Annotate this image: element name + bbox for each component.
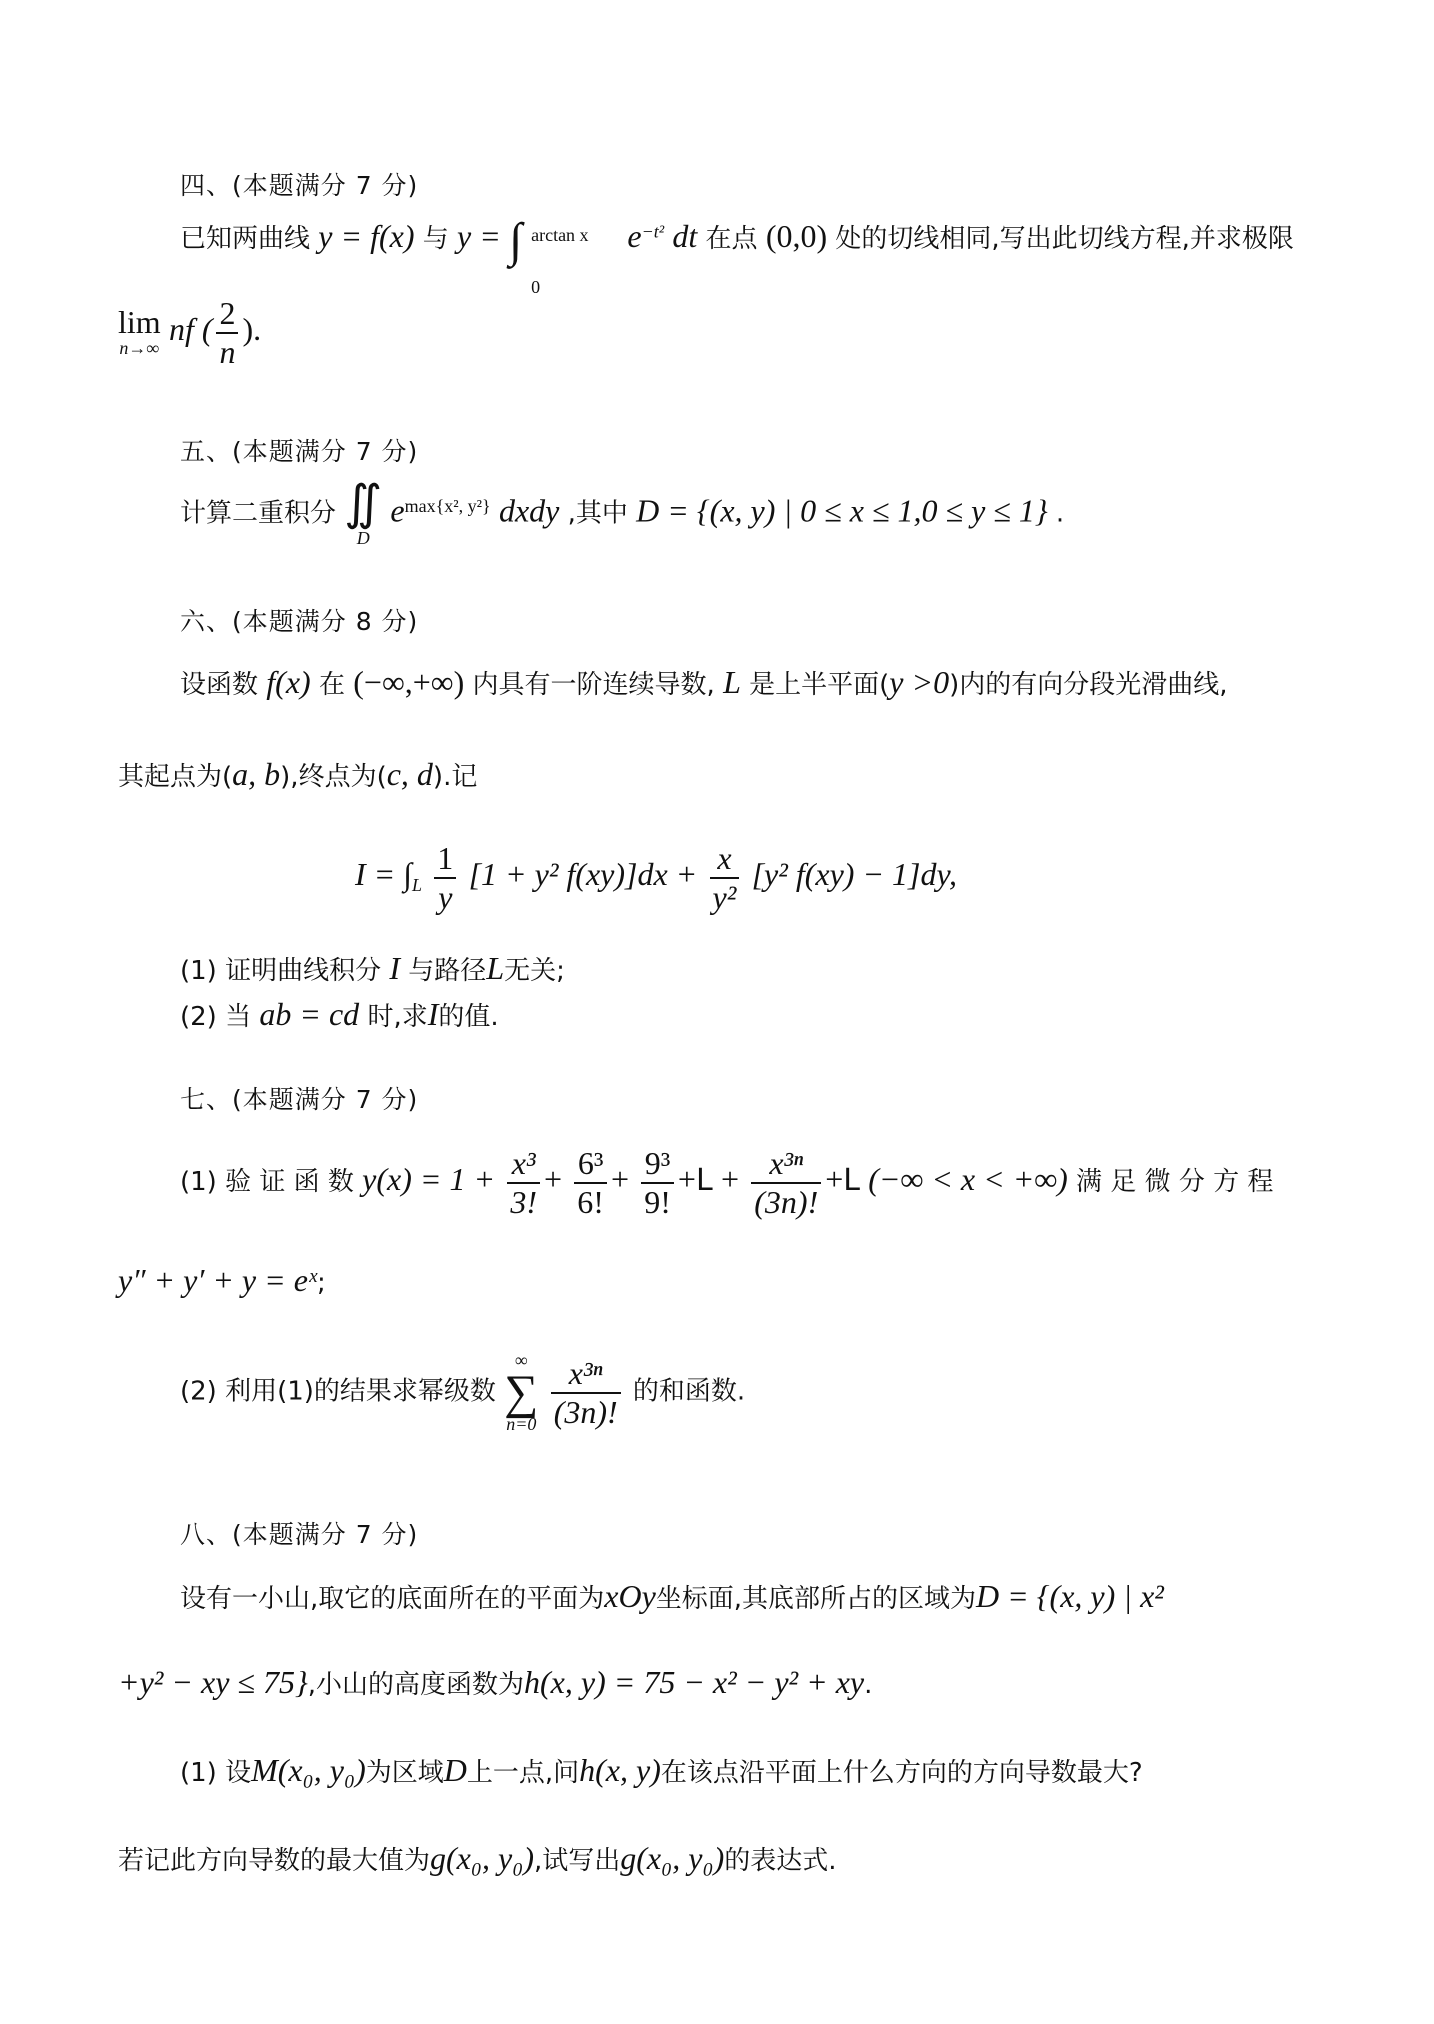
q8-part1-cont: 若记此方向导数的最大值为g(x₀, y₀),试写出g(x₀, y₀)的表达式. [118, 1840, 837, 1876]
q7-ode: y″ + y′ + y = eˣ; [118, 1262, 326, 1298]
q6-part2: (2) 当 ab = cd 时,求I的值. [180, 996, 499, 1032]
q6-statement: 设函数 f(x) 在 (−∞,+∞) 内具有一阶连续导数, L 是上半平面(y >0)内的有向分段光滑曲线, [180, 664, 1228, 700]
q5-heading: 五、(本题满分 7 分) [180, 437, 419, 466]
q7-heading: 七、(本题满分 7 分) [180, 1085, 419, 1114]
q8-statement: 设有一小山,取它的底面所在的平面为xOy坐标面,其底部所占的区域为D = {(x, y) | x² [180, 1578, 1164, 1614]
q8-height: +y² − xy ≤ 75},小山的高度函数为h(x, y) = 75 − x² − y² + xy. [118, 1664, 873, 1700]
q4-heading: 四、(本题满分 7 分) [180, 171, 419, 200]
q5-statement: 计算二重积分 ∬ D $e^{max\{x^2, y^2\}}$ dxdy ,其中 D = {(x, y) | 0 ≤ x ≤ 1,0 ≤ y ≤ 1} . [180, 477, 1065, 548]
q6-endpoints: 其起点为(a, b),终点为(c, d).记 [118, 756, 478, 792]
q7-part1: (1) 验 证 函 数 y(x) = 1 + $\frac{\text{x³}}{3!}$ + $\frac{\text{6³}}{6!}$ + $\frac{\text{9³}}{9!}$ +L + $\frac{\text{x³ⁿ}}{(3n)!}$ +L (−∞ < x < +∞) 满 足 微 分 方 程 [180, 1145, 1274, 1220]
q6-formula: $I = \int_L$ $\frac{1}{y}$ [1 + y² f(xy)]dx + $\frac{x}{\text{y²}}$ [y² f(xy) − 1]dy, [355, 840, 957, 915]
q6-heading: 六、(本题满分 8 分) [180, 607, 419, 636]
q6-part1: (1) 证明曲线积分 I 与路径L无关; [180, 950, 565, 986]
q8-part1: (1) 设M(x₀, y₀)为区域D上一点,问h(x, y)在该点沿平面上什么方向的方向导数最大? [180, 1752, 1143, 1788]
q4-statement: 已知两曲线 y = f(x) 与 y = ∫ arctan x 0 $e^{-t^2}$ dt 在点 (0,0) 处的切线相同,写出此切线方程,并求极限 [180, 214, 1294, 297]
q8-heading: 八、(本题满分 7 分) [180, 1520, 419, 1549]
q4-limit: lim n→∞ nf ( $\frac{2}{n}$ ). [118, 295, 262, 370]
q7-part2: (2) 利用(1)的结果求幂级数 ∞ ∑ n=0 $\frac{\text{x³ⁿ}}{(3n)!}$ 的和函数. [180, 1350, 746, 1435]
